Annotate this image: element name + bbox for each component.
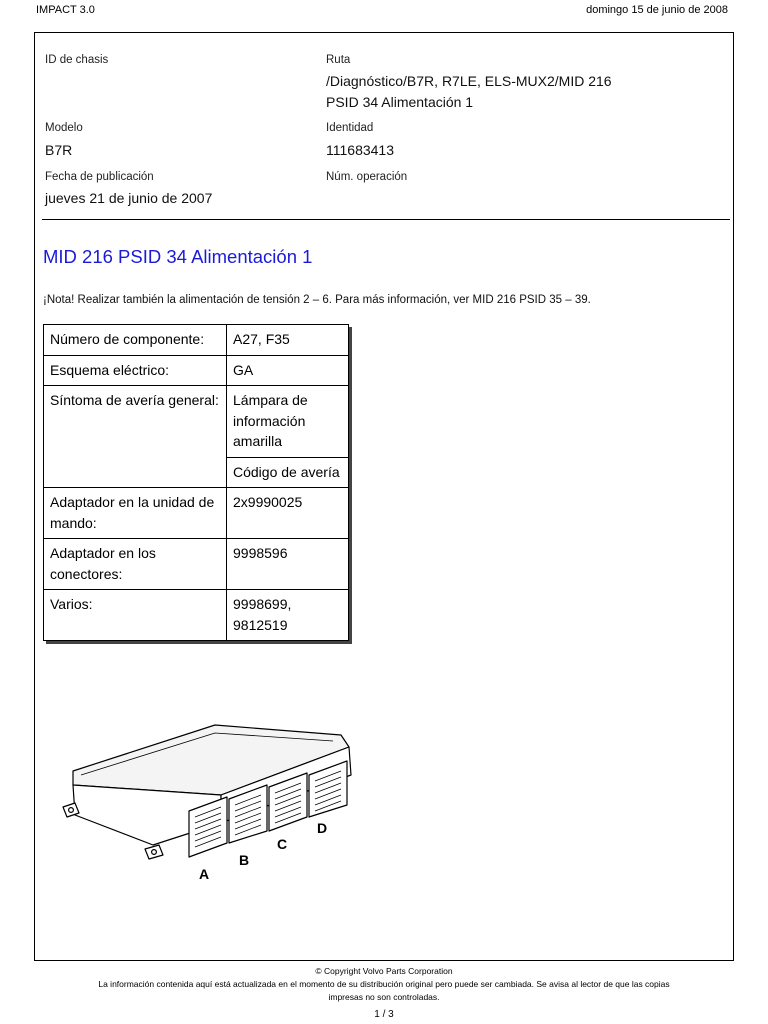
connector-label-a: A	[199, 866, 210, 882]
chassis-id-label: ID de chasis	[45, 54, 109, 66]
table-row	[44, 386, 349, 458]
spec-table-wrapper	[43, 324, 349, 641]
wiring-diagram-value: GA	[227, 355, 349, 386]
document-frame	[34, 32, 734, 961]
misc-value: 9998699, 9812519	[227, 590, 349, 641]
connector-adapter-key: Adaptador en los conectores:	[44, 539, 227, 590]
table-row	[44, 488, 349, 539]
fault-symptom-key: Síntoma de avería general:	[44, 386, 227, 488]
note-text: ¡Nota! Realizar también la alimentación de tensión 2 – 6. Para más información, ver MID 216 PSID 35 – 39.	[43, 294, 591, 306]
print-date: domingo 15 de junio de 2008	[586, 4, 728, 16]
disclaimer-line-2: impresas no son controladas.	[328, 992, 440, 1002]
route-label: Ruta	[326, 54, 351, 66]
header-divider	[42, 219, 730, 220]
connector-label-c: C	[277, 836, 288, 852]
model-label: Modelo	[45, 122, 83, 134]
fault-symptom-value-1: Lámpara de información amarilla	[227, 386, 349, 458]
connector-label-b: B	[239, 852, 250, 868]
table-row	[44, 539, 349, 590]
copyright-text: © Copyright Volvo Parts Corporation	[315, 966, 453, 976]
mounting-ear	[145, 845, 163, 859]
control-unit-adapter-key: Adaptador en la unidad de mando:	[44, 488, 227, 539]
table-row	[44, 355, 349, 386]
publication-date-label: Fecha de publicación	[45, 171, 154, 183]
model-value: B7R	[45, 142, 73, 158]
fault-symptom-value-2: Código de avería	[227, 457, 349, 488]
route-line-2: PSID 34 Alimentación 1	[326, 94, 474, 110]
connector-label-d: D	[317, 820, 328, 836]
table-row	[44, 325, 349, 356]
page-number: 1 / 3	[374, 1009, 394, 1020]
control-unit-adapter-value: 2x9990025	[227, 488, 349, 539]
component-number-value: A27, F35	[227, 325, 349, 356]
publication-date-value: jueves 21 de junio de 2007	[45, 190, 213, 206]
table-row	[44, 590, 349, 641]
identity-value: 111683413	[326, 142, 394, 158]
disclaimer-line-1: La información contenida aquí está actualizada en el momento de su distribución original pero puede ser cambiada. Se avisa al lector de que las copias	[98, 979, 670, 989]
app-title: IMPACT 3.0	[36, 4, 95, 16]
misc-key: Varios:	[44, 590, 227, 641]
operation-number-label: Núm. operación	[326, 171, 408, 183]
document-heading: MID 216 PSID 34 Alimentación 1	[43, 246, 313, 267]
spec-table	[43, 324, 349, 641]
identity-label: Identidad	[326, 122, 374, 134]
route-line-1: /Diagnóstico/B7R, R7LE, ELS-MUX2/MID 216	[326, 73, 612, 89]
component-number-key: Número de componente:	[44, 325, 227, 356]
wiring-diagram-key: Esquema eléctrico:	[44, 355, 227, 386]
connector-adapter-value: 9998596	[227, 539, 349, 590]
control-unit-diagram	[49, 713, 369, 882]
